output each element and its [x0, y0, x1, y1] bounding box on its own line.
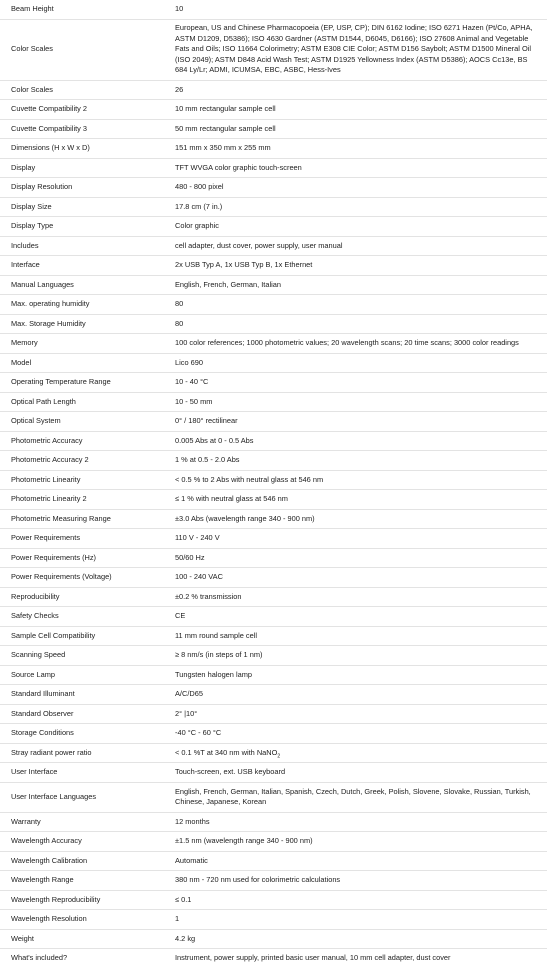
spec-row: [0, 929, 547, 949]
spec-row: [0, 236, 547, 256]
spec-label: Safety Checks: [0, 607, 168, 627]
spec-row: [0, 607, 547, 627]
spec-row: [0, 704, 547, 724]
spec-value: Instrument, power supply, printed basic user manual, 10 mm cell adapter, dust cover: [175, 953, 451, 962]
spec-row: [0, 353, 547, 373]
spec-value: 0.005 Abs at 0 - 0.5 Abs: [168, 431, 547, 451]
spec-value: ±1.5 nm (wavelength range 340 - 900 nm): [168, 832, 547, 852]
spec-label: Wavelength Reproducibility: [0, 890, 168, 910]
spec-value: -40 °C - 60 °C: [168, 724, 547, 744]
spec-row: [0, 470, 547, 490]
spec-value: English, French, German, Italian: [168, 275, 547, 295]
spec-value: 10 - 50 mm: [168, 392, 547, 412]
spec-value: 80: [168, 295, 547, 315]
spec-label: Manual Languages: [0, 275, 168, 295]
spec-row: [0, 685, 547, 705]
spec-value: 4.2 kg: [168, 929, 547, 949]
spec-label: Sample Cell Compatibility: [0, 626, 168, 646]
spec-value: 110 V - 240 V: [168, 529, 547, 549]
spec-row: [0, 890, 547, 910]
spec-row: [0, 832, 547, 852]
spec-value-subscript: 2: [277, 752, 281, 759]
spec-row: [0, 665, 547, 685]
spec-value: ≥ 8 nm/s (in steps of 1 nm): [168, 646, 547, 666]
spec-value: 1 % at 0.5 - 2.0 Abs: [168, 451, 547, 471]
spec-row: [0, 314, 547, 334]
spec-row: [0, 910, 547, 930]
spec-value: 380 nm - 720 nm used for colorimetric calculations: [168, 871, 547, 891]
spec-value: Tungsten halogen lamp: [168, 665, 547, 685]
spec-row: [0, 451, 547, 471]
spec-row: [0, 548, 547, 568]
spec-value: 100 - 240 VAC: [168, 568, 547, 588]
spec-row: [0, 782, 547, 812]
spec-value: ±3.0 Abs (wavelength range 340 - 900 nm): [168, 509, 547, 529]
spec-row: [0, 392, 547, 412]
spec-value: Touch-screen, ext. USB keyboard: [168, 763, 547, 783]
spec-row: [0, 334, 547, 354]
spec-row: [0, 568, 547, 588]
spec-row: [0, 626, 547, 646]
spec-label: Photometric Accuracy: [0, 431, 168, 451]
spec-value: 17.8 cm (7 in.): [168, 197, 547, 217]
spec-row: [0, 80, 547, 100]
spec-row: [0, 743, 547, 763]
spec-label: Model: [0, 353, 168, 373]
spec-value: 1: [168, 910, 547, 930]
spec-label: Cuvette Compatibility 3: [0, 119, 168, 139]
spec-value: 0° / 180° rectilinear: [168, 412, 547, 432]
spec-label: Standard Illuminant: [0, 685, 168, 705]
spec-row: [0, 851, 547, 871]
spec-label: Optical Path Length: [0, 392, 168, 412]
spec-value: English, French, German, Italian, Spanish, Czech, Dutch, Greek, Polish, Slovene, Slovake, Russian, Turkish, Chinese, Japanese, Korean: [168, 782, 547, 812]
spec-label: Interface: [0, 256, 168, 276]
spec-value: Automatic: [168, 851, 547, 871]
spec-row: [0, 509, 547, 529]
spec-value: 151 mm x 350 mm x 255 mm: [168, 139, 547, 159]
spec-label: Reproducibility: [0, 587, 168, 607]
spec-label: Color Scales: [0, 19, 168, 80]
spec-row: [0, 217, 547, 237]
spec-row: [0, 256, 547, 276]
spec-row: [0, 158, 547, 178]
spec-label: Photometric Linearity 2: [0, 490, 168, 510]
spec-row: [0, 587, 547, 607]
spec-label: Dimensions (H x W x D): [0, 139, 168, 159]
spec-row: [0, 412, 547, 432]
spec-row: [0, 812, 547, 832]
spec-label: Max. operating humidity: [0, 295, 168, 315]
spec-value: Color graphic: [168, 217, 547, 237]
spec-label: Wavelength Calibration: [0, 851, 168, 871]
spec-label: Beam Height: [0, 0, 168, 19]
spec-label: Display Type: [0, 217, 168, 237]
spec-label: Power Requirements: [0, 529, 168, 549]
spec-value: 11 mm round sample cell: [168, 626, 547, 646]
spec-row: [0, 139, 547, 159]
spec-label: Optical System: [0, 412, 168, 432]
spec-value: 26: [168, 80, 547, 100]
spec-label: Cuvette Compatibility 2: [0, 100, 168, 120]
spec-label: Standard Observer: [0, 704, 168, 724]
spec-row: [0, 949, 547, 968]
spec-value: [168, 743, 547, 763]
spec-value: 10 - 40 °C: [168, 373, 547, 393]
spec-label: Display: [0, 158, 168, 178]
spec-row: [0, 0, 547, 19]
spec-value: TFT WVGA color graphic touch-screen: [168, 158, 547, 178]
spec-label: Source Lamp: [0, 665, 168, 685]
spec-row: [0, 275, 547, 295]
spec-value: 10 mm rectangular sample cell: [168, 100, 547, 120]
spec-value: European, US and Chinese Pharmacopoeia (EP, USP, CP); DIN 6162 Iodine; ISO 6271 Hazen (Pt/Co, APHA, ASTM D1209, D5386); ISO 4630 Gardner (ASTM D1544, D6045, D6166); ISO 27608 Animal and Vegetable Fats and Oils; ISO 11664 Colorimetry; ASTM E308 CIE Color; ASTM D156 Saybolt; ASTM D1500 Mineral Oil (ISO 2049); ASTM D848 Acid Wash Test; ASTM D1925 Yellowness Index (ASTM D5386); AOCS Cc13e, BS 684 Ly/Lr; ADMI, ICUMSA, EBC, ASBC, Hess-Ives: [168, 19, 547, 80]
spec-label: Operating Temperature Range: [0, 373, 168, 393]
spec-label: Stray radiant power ratio: [0, 743, 168, 763]
spec-label: Power Requirements (Hz): [0, 548, 168, 568]
spec-row: [0, 490, 547, 510]
spec-row: [0, 119, 547, 139]
spec-label: Scanning Speed: [0, 646, 168, 666]
spec-value: 100 color references; 1000 photometric values; 20 wavelength scans; 20 time scans; 3000 color readings: [168, 334, 547, 354]
spec-value: 2x USB Typ A, 1x USB Typ B, 1x Ethernet: [168, 256, 547, 276]
spec-label: Memory: [0, 334, 168, 354]
spec-row: [0, 724, 547, 744]
spec-label: Weight: [0, 929, 168, 949]
spec-label: Warranty: [0, 812, 168, 832]
spec-row: [0, 646, 547, 666]
spec-value: ≤ 0.1: [168, 890, 547, 910]
spec-value: 80: [168, 314, 547, 334]
spec-row: [0, 100, 547, 120]
spec-row: [0, 431, 547, 451]
spec-value: 12 months: [168, 812, 547, 832]
spec-row: [0, 529, 547, 549]
spec-value: < 0.5 % to 2 Abs with neutral glass at 546 nm: [168, 470, 547, 490]
spec-label: Display Size: [0, 197, 168, 217]
spec-value: 2° |10°: [168, 704, 547, 724]
spec-label: Includes: [0, 236, 168, 256]
spec-value: ±0.2 % transmission: [168, 587, 547, 607]
spec-row: [0, 763, 547, 783]
spec-row: [0, 295, 547, 315]
spec-label: Wavelength Accuracy: [0, 832, 168, 852]
spec-label: Storage Conditions: [0, 724, 168, 744]
spec-label: Photometric Accuracy 2: [0, 451, 168, 471]
spec-row: [0, 19, 547, 80]
spec-label: Photometric Linearity: [0, 470, 168, 490]
spec-label: Display Resolution: [0, 178, 168, 198]
spec-row: [0, 871, 547, 891]
spec-value: ≤ 1 % with neutral glass at 546 nm: [168, 490, 547, 510]
spec-value: 50/60 Hz: [168, 548, 547, 568]
spec-label: Max. Storage Humidity: [0, 314, 168, 334]
spec-label: Wavelength Range: [0, 871, 168, 891]
spec-value: cell adapter, dust cover, power supply, user manual: [168, 236, 547, 256]
spec-label: Power Requirements (Voltage): [0, 568, 168, 588]
spec-label: User Interface: [0, 763, 168, 783]
spec-row: [0, 197, 547, 217]
spec-value: Lico 690: [168, 353, 547, 373]
spec-value: A/C/D65: [168, 685, 547, 705]
spec-value: 10: [168, 0, 547, 19]
spec-row: [0, 178, 547, 198]
spec-value-text: < 0.1 %T at 340 nm with NaNO: [175, 747, 278, 757]
spec-row: [0, 373, 547, 393]
spec-label: Color Scales: [0, 80, 168, 100]
spec-value: 480 - 800 pixel: [168, 178, 547, 198]
spec-label: User Interface Languages: [0, 782, 168, 812]
spec-label: Wavelength Resolution: [0, 910, 168, 930]
spec-value: CE: [168, 607, 547, 627]
spec-value: 50 mm rectangular sample cell: [168, 119, 547, 139]
spec-label: What's included?: [11, 953, 68, 962]
spec-label: Photometric Measuring Range: [0, 509, 168, 529]
